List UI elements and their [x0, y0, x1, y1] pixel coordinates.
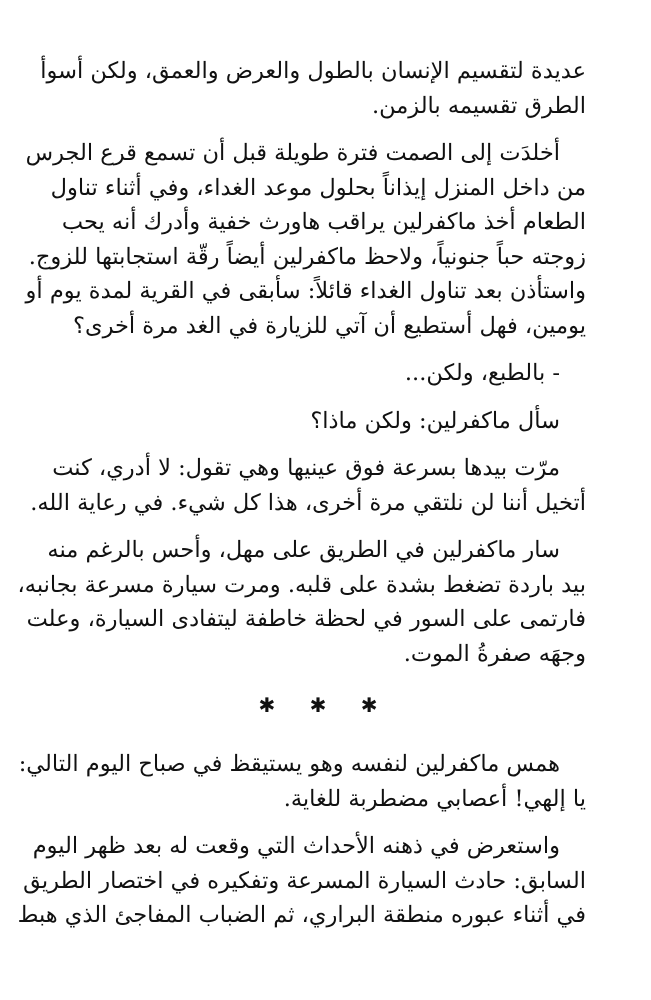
paragraph-7	[18, 747, 586, 816]
text-line: الطرق تقسيمه بالزمن.	[371, 92, 586, 119]
paragraph-5	[30, 451, 586, 520]
text-line: فارتمى على السور في لحظة خاطفة ليتفادى السيارة، وعلت	[26, 606, 586, 632]
text-line: وجهَه صفرةُ الموت.	[403, 640, 586, 667]
text-line: همس ماكفرلين لنفسه وهو يستيقظ في صباح اليوم التالي:	[18, 751, 560, 777]
paragraph-1	[40, 54, 586, 123]
paragraph-8	[17, 829, 586, 933]
text-line: أتخيل أننا لن نلتقي مرة أخرى، هذا كل شيء. في رعاية الله.	[30, 489, 586, 516]
paragraph-3	[64, 356, 586, 391]
text-line: من داخل المنزل إيذاناً بحلول موعد الغداء، وفي أثناء تناول	[50, 174, 586, 201]
text-line: السابق: حادث السيارة المسرعة وتفكيره في اختصار الطريق	[23, 867, 586, 894]
paragraph-4	[64, 404, 586, 439]
text-line: عديدة لتقسيم الإنسان بالطول والعرض والعمق، ولكن أسوأ	[40, 58, 586, 84]
text-line: الطعام أخذ ماكفرلين يراقب هاورث خفية وأدرك أنه يحب	[61, 209, 586, 235]
text-line: يا إلهي! أعصابي مضطربة للغاية.	[283, 785, 586, 812]
section-separator: ✱ ✱ ✱	[258, 693, 392, 717]
text-line: زوجته حباً جنونياً، ولاحظ ماكفرلين أيضاً رقّة استجابتها للزوج.	[28, 243, 586, 270]
paragraph-6	[17, 533, 586, 671]
text-line: بيد باردة تضغط بشدة على قلبه. ومرت سيارة مسرعة بجانبه،	[17, 571, 586, 598]
text-line: - بالطبع، ولكن...	[404, 360, 560, 386]
text-line: سأل ماكفرلين: ولكن ماذا؟	[310, 407, 560, 434]
paragraph-2	[25, 136, 586, 343]
text-line: مرّت بيدها بسرعة فوق عينيها وهي تقول: لا أدري، كنت	[52, 455, 560, 481]
text-line: في أثناء عبوره منطقة البراري، ثم الضباب المفاجئ الذي هبط	[17, 902, 586, 928]
book-page	[17, 54, 586, 946]
text-line: سار ماكفرلين في الطريق على مهل، وأحس بالرغم منه	[47, 537, 560, 563]
text-line: واستأذن بعد تناول الغداء قائلاً: سأبقى في القرية لمدة يوم أو	[25, 278, 586, 304]
text-line: يومين، فهل أستطيع أن آتي للزيارة في الغد مرة أخرى؟	[73, 312, 586, 339]
text-line: أخلدَت إلى الصمت فترة طويلة قبل أن تسمع قرع الجرس	[25, 140, 560, 166]
text-line: واستعرض في ذهنه الأحداث التي وقعت له بعد ظهر اليوم	[32, 833, 560, 859]
